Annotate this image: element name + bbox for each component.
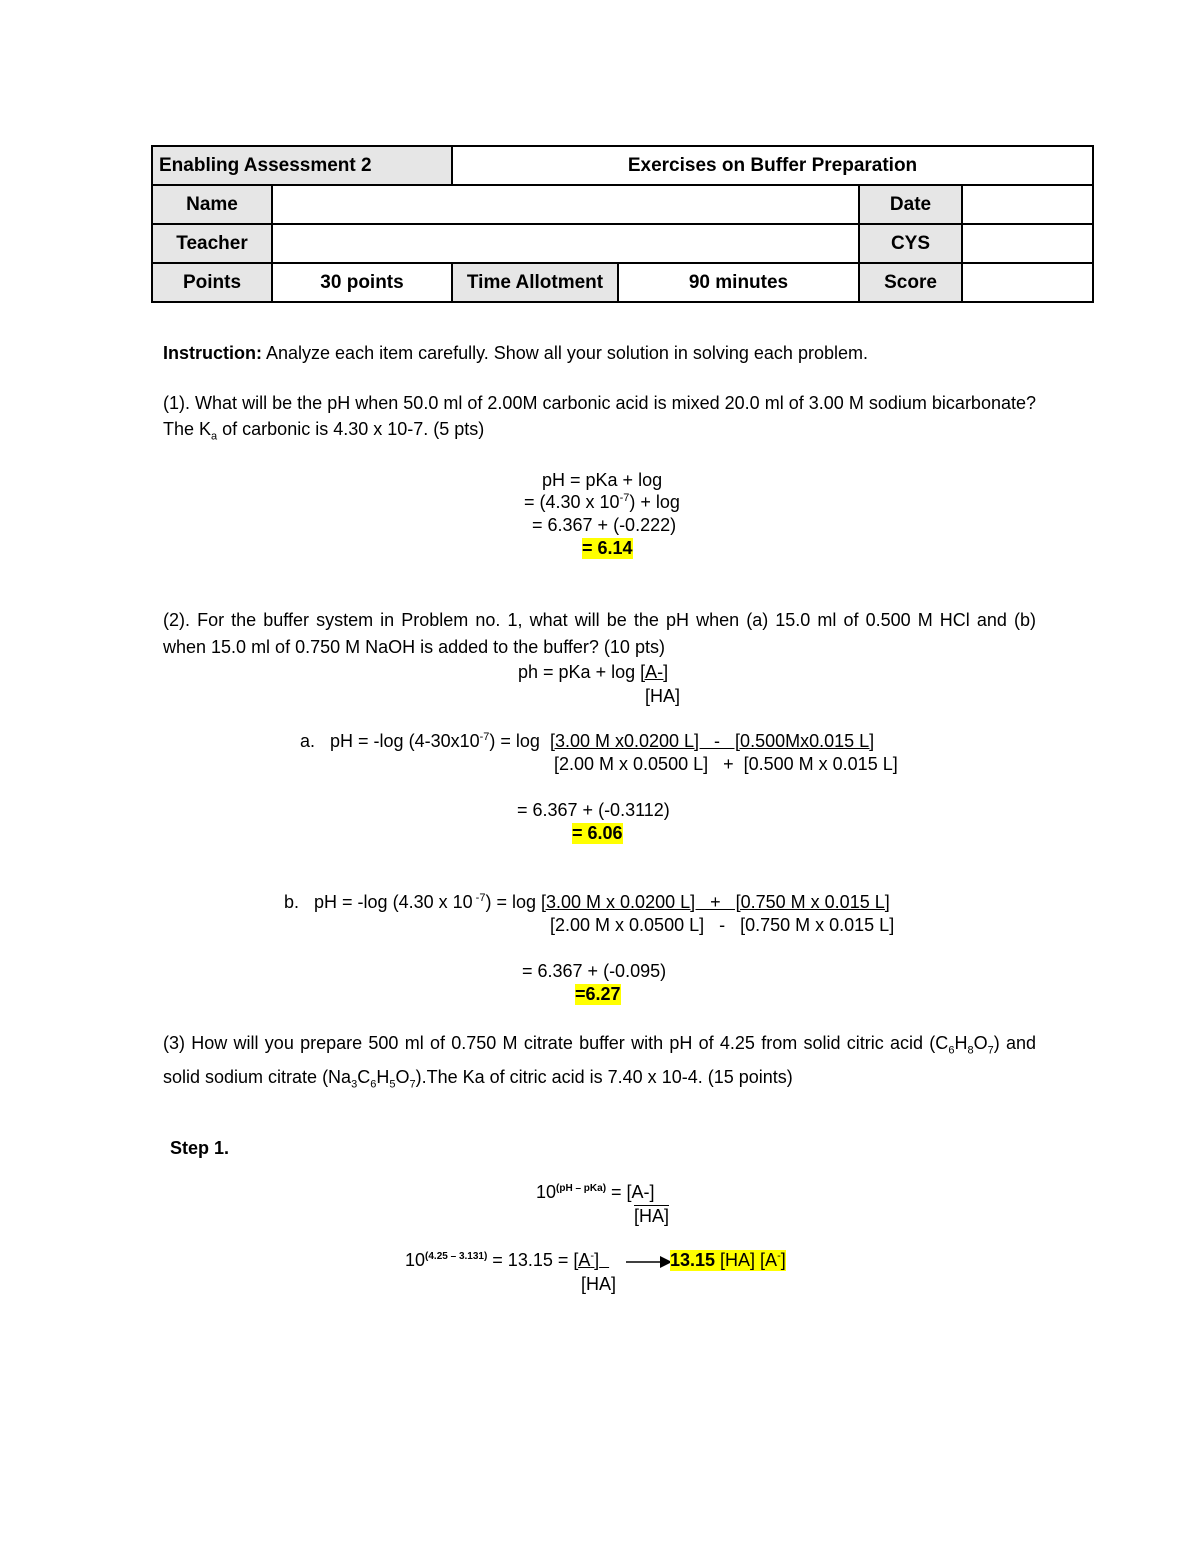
cys-field[interactable] — [962, 224, 1093, 263]
q2b-equation: b. pH = -log (4.30 x 10 $^{-7}$) = log [3.00 M x 0.0200 L] + [0.750 M x 0.015 L] — [284, 892, 890, 912]
assessment-header-table — [151, 145, 1094, 303]
q2b-answer: =6.27 — [575, 984, 621, 1004]
step1-eq1: $10^{(pH - pKa)} = [A-]$ — [536, 1182, 655, 1202]
q2a-equation: a. pH = -log $(4-30x10^{-7}) = \log [3.00$ M x0.0200 L] - [0.500Mx0.015 L] — [300, 731, 875, 751]
q1-line-2: = (4.30 x $10^{-7}) + \log$ — [524, 492, 680, 512]
q2a-answer: = 6.06 — [572, 823, 623, 843]
q1-line-1: pH = pKa + log — [542, 470, 663, 490]
exercise-title: Exercises on Buffer Preparation — [452, 146, 1093, 185]
instruction-text: Analyze each item carefully. Show all your solution in solving each problem. — [262, 343, 868, 363]
instruction — [163, 343, 868, 364]
step-1-label: Step 1. — [170, 1138, 230, 1158]
points-label: Points — [152, 263, 272, 302]
step1-eq2-denominator: [HA] — [581, 1274, 617, 1294]
q2a-denominator: [2.00 M x 0.0500 L] + [0.500 M x 0.015 L] — [554, 754, 898, 774]
question-1: (1). What will be the pH when 50.0 ml of 2.00M carbonic acid is mixed 20.0 ml of 3.00 M sodium bicarbonate? The $K_a$ of carbonic is 4.30 x 10-7. (5 pts) — [163, 393, 1036, 443]
q1-line-3: = 6.367 + (-0.222) — [532, 515, 677, 535]
name-field[interactable] — [272, 185, 859, 224]
question-2: (2). For the buffer system in Problem no. 1, what will be the pH when (a) 15.0 ml of 0.500 M HCl and (b) when 15.0 ml of 0.750 M NaOH is added to the buffer? (10 pts) — [163, 610, 1036, 657]
cys-label: CYS — [859, 224, 962, 263]
q1-answer: = 6.14 — [582, 538, 633, 558]
step1-eq1-denominator: [HA] — [634, 1206, 670, 1226]
score-field[interactable] — [962, 263, 1093, 302]
q2-formula-denominator: [HA] — [645, 686, 681, 706]
time-allotment-value: 90 minutes — [618, 263, 859, 302]
step1-eq2: $10^{(4.25 - 3.131)} = 13.15 = [A^-]$ — [405, 1250, 600, 1270]
q2a-line: = 6.367 + (-0.3112) — [517, 800, 670, 820]
points-value: 30 points — [272, 263, 452, 302]
name-label: Name — [152, 185, 272, 224]
date-field[interactable] — [962, 185, 1093, 224]
question-3: (3) How will you prepare 500 ml of 0.750 M citrate buffer with pH of 4.25 from solid citric acid $(C_6H_8O_7)$ and solid sodium citrate $(Na_3C_6H_5O_7).The$ Ka of citric acid is 7.40 x 10-4. (15 points) — [163, 1033, 1036, 1091]
assessment-title: Enabling Assessment 2 — [152, 146, 452, 185]
step1-result: 13.15 [HA] [A-] — [670, 1250, 786, 1270]
q2b-denominator: [2.00 M x 0.0500 L] - [0.750 M x 0.015 L] — [550, 915, 895, 935]
date-label: Date — [859, 185, 962, 224]
time-allotment-label: Time Allotment — [452, 263, 618, 302]
teacher-field[interactable] — [272, 224, 859, 263]
q2b-line: = 6.367 + (-0.095) — [522, 961, 667, 981]
teacher-label: Teacher — [152, 224, 272, 263]
instruction-label: Instruction: — [163, 343, 262, 363]
arrow-right-icon — [626, 1252, 672, 1272]
score-label: Score — [859, 263, 962, 302]
q2-formula: ph = pKa + log [A-] — [518, 662, 669, 682]
